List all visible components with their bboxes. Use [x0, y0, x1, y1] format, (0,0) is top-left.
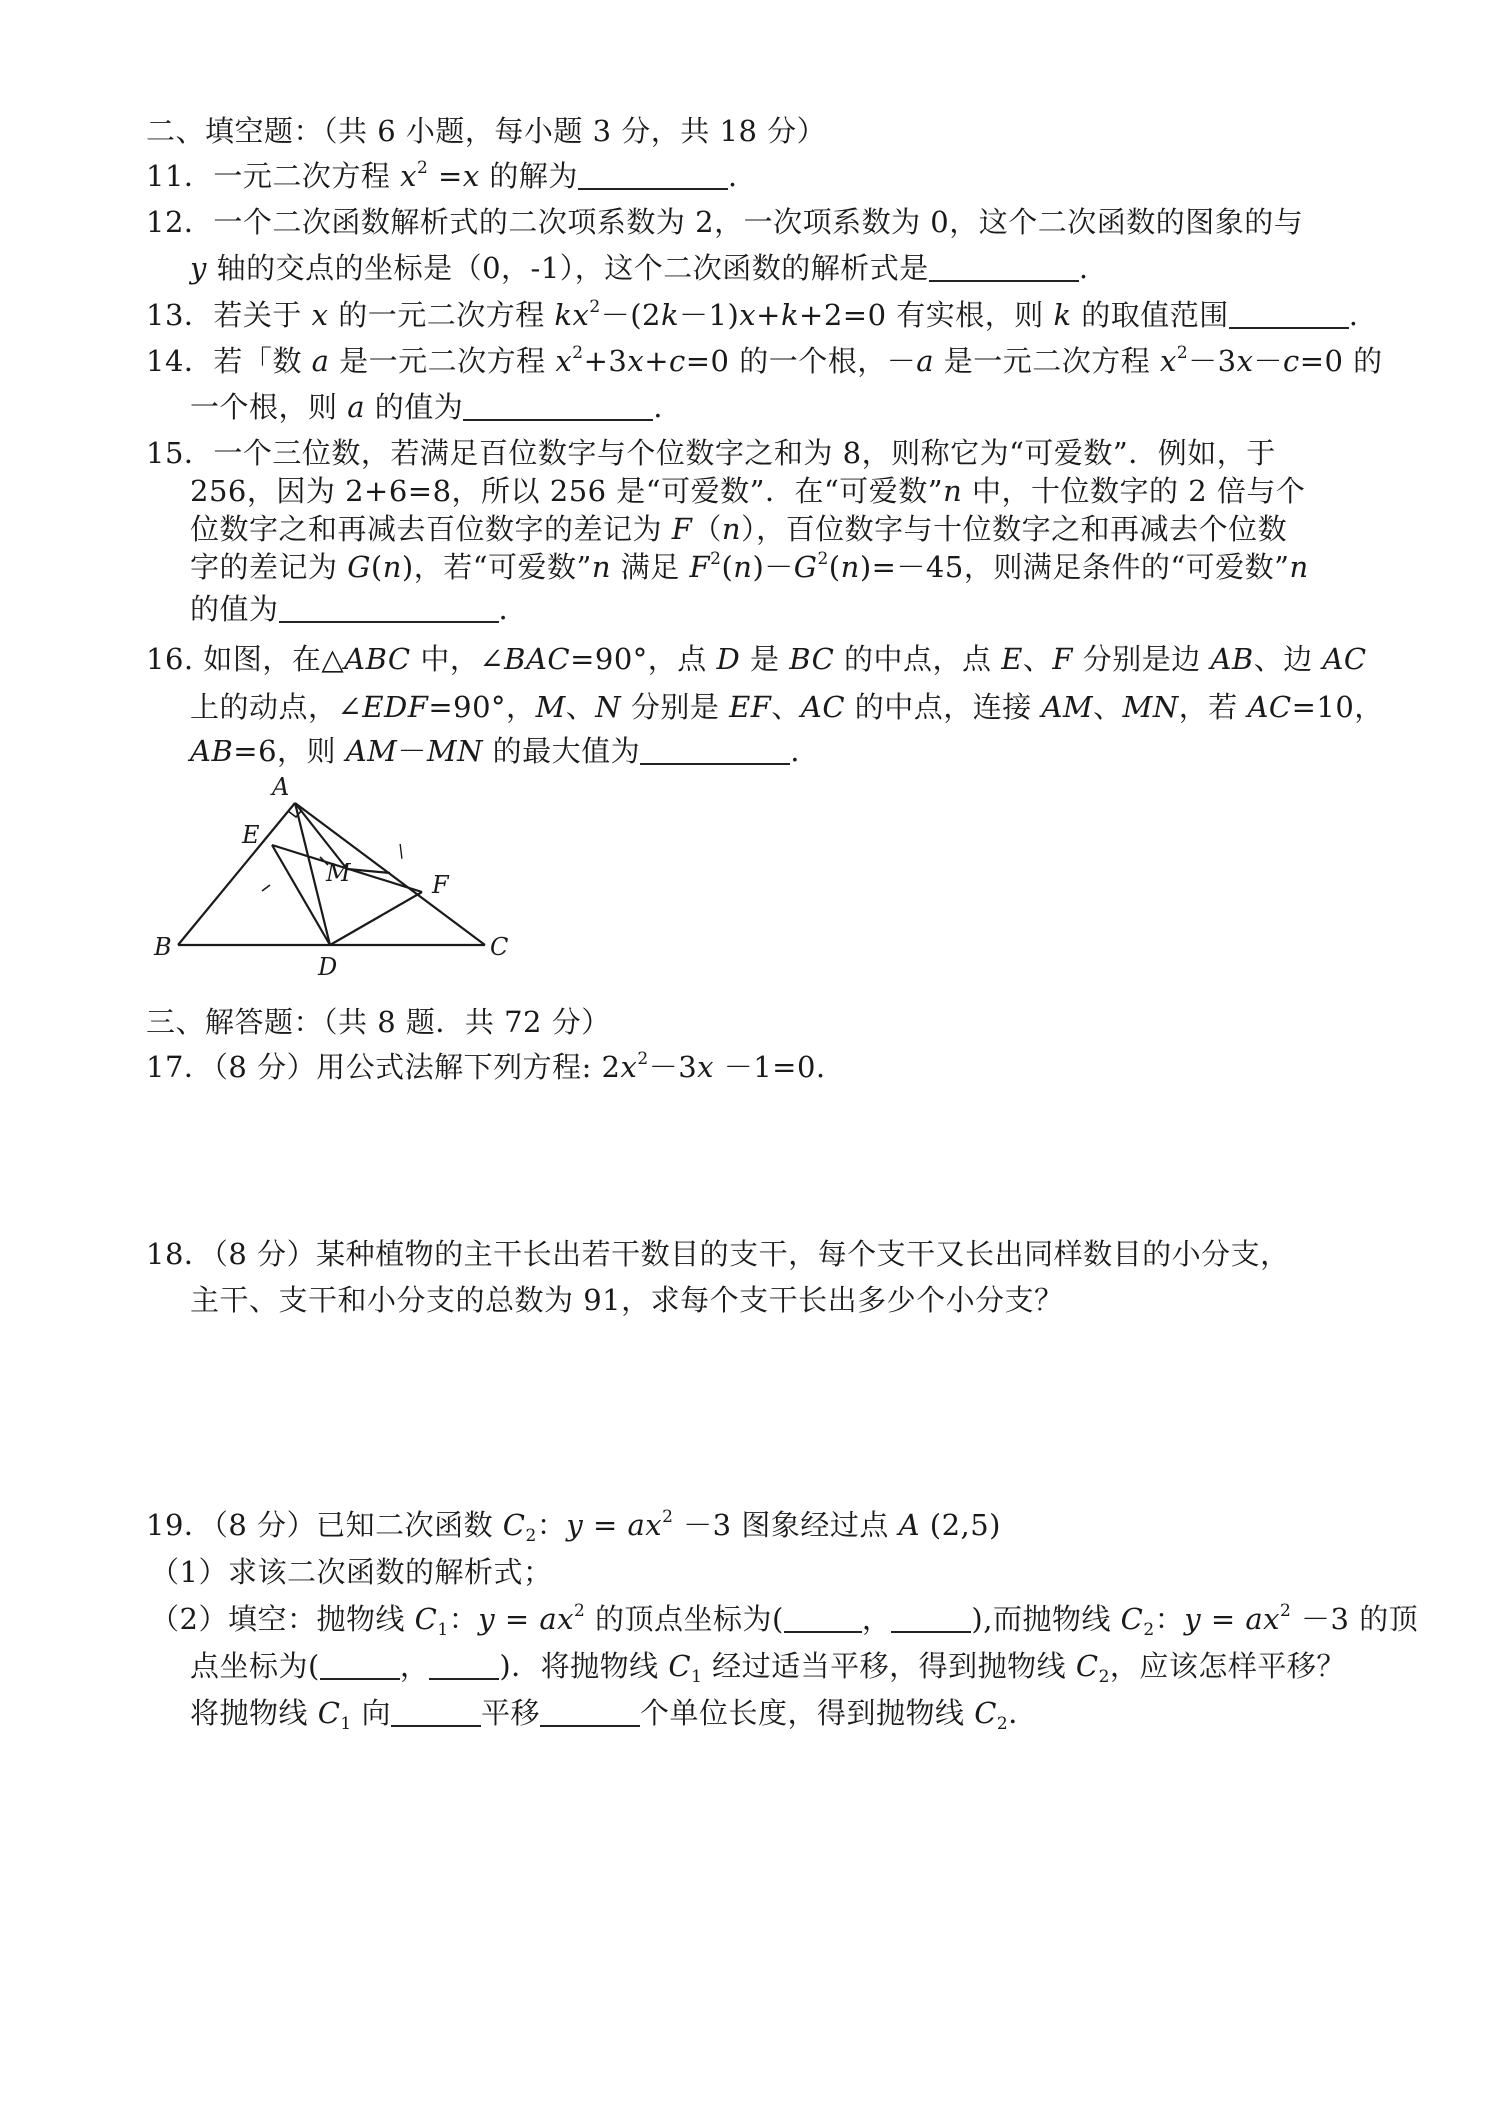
side-ab [178, 803, 295, 945]
question-19-part-1: （1）求该二次函数的解析式； [150, 1555, 553, 1589]
section-3-heading: 三、解答题：（共 8 题．共 72 分） [146, 1005, 611, 1039]
question-19-part-2-line-1: （2）填空：抛物线 $C_1$：$y = ax^2$ 的顶点坐标为( ， ),而抛物线 $C_2$：$y = ax^2 -3$ 的顶 [150, 1601, 1419, 1640]
label-n: \ [398, 841, 405, 862]
tick-mark-1 [262, 885, 270, 891]
answer-blank[interactable] [640, 733, 790, 765]
answer-blank[interactable] [429, 1648, 499, 1680]
answer-blank[interactable] [1229, 297, 1349, 329]
question-19-part-2-line-3: 将抛物线 $C_1$ 向 平移 个单位长度，得到抛物线 $C_2$． [190, 1696, 1038, 1734]
label-a: A [272, 773, 290, 801]
question-12-line-2: y 轴的交点的坐标是（0，-1），这个二次函数的解析式是 . [190, 251, 1089, 285]
segment-df [330, 892, 422, 945]
label-b: B [154, 933, 172, 961]
question-14-line-1: 14．若「数 a 是一元二次方程 $x^2+3x+c=0$ 的一个根，－a 是一元二次方程 $x^2-3x-c=0$ 的 [146, 343, 1383, 378]
answer-blank[interactable] [320, 1648, 400, 1680]
label-m: M [326, 859, 351, 887]
question-15-line-4: 字的差记为 G(n)，若“可爱数”n 满足 $F^2(n)-G^2(n)=-45$，则满足条件的“可爱数”n [190, 549, 1309, 584]
answer-blank[interactable] [391, 1695, 481, 1727]
question-18-line-2: 主干、支干和小分支的总数为 91，求每个支干长出多少个小分支？ [190, 1283, 1064, 1317]
triangle-diagram [150, 773, 530, 985]
geometry-figure [150, 773, 530, 985]
right-angle-mark [288, 810, 302, 817]
question-15-line-1: 15．一个三位数，若满足百位数字与个位数字之和为 8，则称它为“可爱数”．例如，于 [146, 436, 1276, 470]
question-18-line-1: 18．（8 分）某种植物的主干长出若干数目的支干，每个支干又长出同样数目的小分支， [146, 1237, 1290, 1271]
question-16-line-3: AB=6，则 AM－MN 的最大值为 . [190, 734, 800, 768]
question-12-line-1: 12．一个二次函数解析式的二次项系数为 2，一次项系数为 0，这个二次函数的图象的与 [146, 205, 1304, 239]
label-d: D [318, 953, 338, 981]
question-16-line-1: 16. 如图，在△ABC 中，∠BAC=90°，点 D 是 BC 的中点，点 E、F 分别是边 AB、边 AC [146, 642, 1367, 676]
question-15-line-3: 位数字之和再减去百位数字的差记为 F（n），百位数字与十位数字之和再减去个位数 [190, 512, 1288, 546]
answer-blank[interactable] [578, 158, 728, 190]
question-19-part-2-line-2: 点坐标为( ， )．将抛物线 $C_1$ 经过适当平移，得到抛物线 $C_2$，应该怎样平移？ [190, 1649, 1346, 1687]
label-e: E [242, 821, 260, 849]
answer-blank[interactable] [784, 1601, 862, 1633]
question-15-line-5: 的值为 . [190, 592, 509, 626]
question-19-line-1: 19．（8 分）已知二次函数 $C_2$：$y = ax^2 -3$ 图象经过点 A (2,5) [146, 1507, 1001, 1546]
label-c: C [490, 933, 509, 961]
answer-blank[interactable] [279, 591, 499, 623]
section-2-heading: 二、填空题：（共 6 小题，每小题 3 分，共 18 分） [146, 114, 827, 148]
question-14-line-2: 一个根，则 a 的值为 . [190, 390, 663, 424]
question-16-line-2: 上的动点，∠EDF=90°，M、N 分别是 EF、AC 的中点，连接 AM、MN，若 AC=10， [190, 690, 1384, 724]
question-15-line-2: 256，因为 2+6=8，所以 256 是“可爱数”．在“可爱数”n 中，十位数字的 2 倍与个 [190, 474, 1306, 508]
answer-blank[interactable] [929, 250, 1079, 282]
answer-blank[interactable] [540, 1695, 640, 1727]
label-f: F [432, 871, 449, 899]
side-ac [295, 803, 485, 945]
question-13: 13．若关于 x 的一元二次方程 $kx^2-(2k-1)x+k+2=0$ 有实根，则 k 的取值范围 . [146, 297, 1359, 332]
answer-blank[interactable] [891, 1601, 971, 1633]
question-11: 11．一元二次方程 $x^2 =x$ 的解为 . [146, 158, 738, 193]
question-17: 17．（8 分）用公式法解下列方程: $2x^2-3x -1=0$. [146, 1049, 826, 1084]
answer-blank[interactable] [463, 389, 653, 421]
